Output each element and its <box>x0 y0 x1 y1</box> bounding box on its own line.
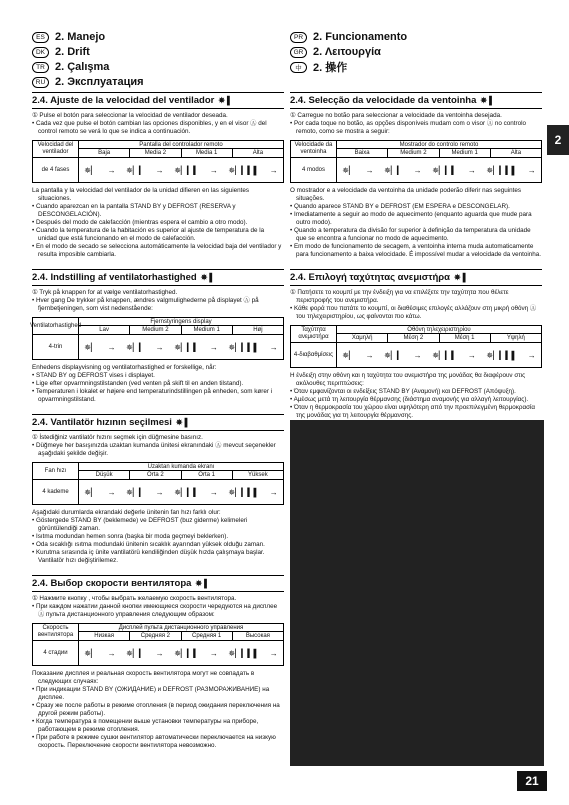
arrow-right-icon: → <box>413 165 422 175</box>
arrow-right-icon: → <box>107 487 116 497</box>
header-right <box>290 30 407 75</box>
table-speed-icons <box>79 480 283 504</box>
note-item: La pantalla y la velocidad del ventilador de la unidad difieren en las siguientes situaciones. <box>32 187 250 202</box>
speed-head: Medium 2 <box>130 326 181 334</box>
fan-speed-icon: ✵▐ <box>195 579 206 588</box>
fan-speed-icon: ✵▏▎▍▌ <box>228 648 260 658</box>
table-speed-heads <box>79 149 283 158</box>
table-right <box>337 141 541 182</box>
intro-item: ① Pulse el botón para seleccionar la velocidad de ventilador deseada. <box>32 112 228 119</box>
header-row <box>290 30 407 44</box>
left-column <box>29 92 284 760</box>
arrow-right-icon: → <box>527 165 536 175</box>
header-row <box>32 30 144 44</box>
black-panel <box>290 420 544 766</box>
lang-badge: TR <box>32 62 49 73</box>
table-display-header: Fjernstyringens display <box>79 318 283 326</box>
fan-speed-table <box>290 325 542 368</box>
arrow-right-icon: → <box>209 165 218 175</box>
fan-speed-table <box>32 623 284 666</box>
fan-speed-icon: ✵▏▎▍▌ <box>228 165 260 175</box>
header-title: 2. 操作 <box>313 62 348 74</box>
speed-head: Μέση 2 <box>388 334 439 342</box>
notes-list <box>290 187 542 259</box>
arrow-right-icon: → <box>527 350 536 360</box>
note-item: • Когда температура в помещении выше установки температуры на приборе, работающем в режиме отопления. <box>32 718 259 733</box>
fan-speed-table <box>32 462 284 505</box>
fan-speed-icon: ✵▐ <box>454 273 465 282</box>
table-speed-heads <box>79 632 283 641</box>
table-display-header: Uzaktan kumanda ekranı <box>79 463 283 471</box>
section-title <box>32 575 284 592</box>
fan-speed-icon: ✵▏▎ <box>126 342 146 352</box>
note-item: • En el modo de secado se selecciona automáticamente la velocidad baja del ventilador y resulta imposible cambiarla. <box>32 243 282 258</box>
header-title: 2. Drift <box>55 46 90 58</box>
section-title <box>32 269 284 286</box>
speed-head: Düşük <box>79 471 130 479</box>
speed-head: Media 2 <box>130 149 181 157</box>
note-item: • Isıtma modundan hemen sonra (başka bir moda geçmeyi beklerken). <box>32 533 229 540</box>
table-speed-heads <box>79 471 283 480</box>
header-row <box>290 60 407 74</box>
speed-head: Μέση 1 <box>440 334 491 342</box>
fan-speed-section <box>29 269 284 404</box>
intro-list <box>32 112 284 136</box>
note-item: • Όταν εμφανίζονται οι ενδείξεις STAND BY (Αναμονή) και DEFROST (Απόψυξη). <box>290 388 516 395</box>
arrow-right-icon: → <box>209 342 218 352</box>
intro-item: • Κάθε φορά που πατάτε το κουμπί, οι διαθέσιμες επιλογές αλλάζουν στη μικρή οθόνη Ⓐ του τηλεχειριστηρίου, ως φαίνονται πιο κάτω. <box>290 305 537 320</box>
note-item: Aşağıdaki durumlarda ekrandaki değerle ünitenin fan hızı farklı olur: <box>32 509 221 516</box>
header-row <box>32 45 144 59</box>
note-item: Enhedens displayvisning og ventilatorhastighed er forskellige, når: <box>32 364 217 371</box>
header-title: 2. Çalışma <box>55 61 110 73</box>
fan-speed-icon: ✵▏ <box>342 165 356 175</box>
table-speed-heads <box>337 334 541 343</box>
fan-speed-icon: ✵▏▎ <box>384 165 404 175</box>
fan-speed-section <box>32 575 284 750</box>
note-item: • Lige efter opvarmningstilstanden (ved venten på skift til en anden tilstand). <box>32 380 244 387</box>
note-item: • Quando a temperatura da divisão for superior à definição da temperatura da unidade que se encontra a funcionar no modo de aquecimento. <box>290 227 531 242</box>
intro-item: ① Tryk på knappen for at vælge ventilatorhastighed. <box>32 289 178 296</box>
intro-item: ① İstediğiniz vantilatör hızını seçmek için düğmesine basınız. <box>32 434 203 441</box>
section-title-text: 2.4. Indstilling af ventilatorhastighed <box>32 272 197 283</box>
speed-head: Medium 2 <box>388 149 439 157</box>
table-left-header: Fan hızı <box>33 463 78 480</box>
fan-speed-icon: ✵▏▎ <box>126 165 146 175</box>
table-speed-heads <box>337 149 541 158</box>
note-item: • Después del modo de calefacción (mientras espera el cambio a otro modo). <box>32 219 248 226</box>
table-speed-icons <box>79 641 283 665</box>
note-item: • Όταν η θερμοκρασία του χώρου είναι υψηλότερη από την προεπιλεγμένη θερμοκρασία της μονάδας για τη λειτουργία θέρμανσης. <box>290 404 536 419</box>
fan-speed-icon: ✵▏▎▍▌ <box>486 165 518 175</box>
arrow-right-icon: → <box>107 165 116 175</box>
note-item: • Cuando la temperatura de la habitación es superior al ajuste de temperatura de la unidad que está funcionando en el modo de calefacción. <box>32 227 265 242</box>
intro-item: ① Carregue no botão para seleccionar a velocidade da ventoinha desejada. <box>290 112 502 119</box>
intro-list <box>32 595 284 619</box>
fan-speed-table <box>32 140 284 183</box>
arrow-right-icon: → <box>269 342 278 352</box>
table-display-header: Pantalla del controlador remoto <box>79 141 283 149</box>
intro-item: ① Нажмите кнопку , чтобы выбрать желаемую скорость вентилятора. <box>32 595 237 602</box>
note-item: • Temperaturen i lokalet er højere end temperaturindstillingen på enheden, som kører i opvarmningstilstand. <box>32 388 273 403</box>
notes-list <box>32 187 284 259</box>
fan-speed-icon: ✵▐ <box>218 96 229 105</box>
header-row <box>290 45 407 59</box>
fan-speed-table <box>290 140 542 183</box>
speed-head: Высокая <box>245 633 270 639</box>
fan-speed-icon: ✵▏▎▍ <box>432 350 458 360</box>
arrow-right-icon: → <box>209 487 218 497</box>
intro-item: • Düğmeye her basışınızda uzaktan kumanda ünitesi ekranındaki Ⓐ mevcut seçenekler aşağıdaki şekilde değişir. <box>32 442 276 457</box>
table-display-header: Дисплей пульта дистанционного управления <box>79 624 283 632</box>
fan-speed-icon: ✵▐ <box>480 96 491 105</box>
note-item: • При индикации STAND BY (ОЖИДАНИЕ) и DEFROST (РАЗМОРАЖИВАНИЕ) на дисплее. <box>32 686 270 701</box>
fan-speed-icon: ✵▏ <box>84 648 98 658</box>
header-title: 2. Manejo <box>55 31 106 43</box>
arrow-right-icon: → <box>155 648 164 658</box>
section-title <box>290 92 542 109</box>
lang-badge: 中 <box>290 62 307 73</box>
intro-list <box>290 112 542 136</box>
table-display-header: Οθόνη τηλεχειριστηρίου <box>337 326 541 334</box>
table-right <box>79 624 283 665</box>
fan-speed-table <box>29 317 284 360</box>
fan-speed-icon: ✵▏ <box>342 350 356 360</box>
section-title-text: 2.4. Ajuste de la velocidad del ventilador <box>32 95 215 106</box>
table-left-value: 4 modos <box>301 167 325 173</box>
intro-item: • При каждом нажатии данной кнопки имеющиеся скорости чередуются на дисплее Ⓐ пульта дистанционного управления следующим образом: <box>32 603 278 618</box>
notes-list <box>32 364 284 404</box>
fan-speed-icon: ✵▏▎▍ <box>174 487 200 497</box>
table-left <box>291 326 337 367</box>
notes-list <box>32 670 284 750</box>
note-item: Η ένδειξη στην οθόνη και η ταχύτητα του ανεμιστήρα της μονάδας θα διαφέρουν στις ακόλουθες περιπτώσεις: <box>290 372 526 387</box>
header-title: 2. Эксплуатация <box>55 76 144 88</box>
table-speed-icons <box>79 158 283 182</box>
table-left <box>33 463 79 504</box>
speed-head: Средняя 1 <box>182 632 233 640</box>
speed-head: Lav <box>79 326 130 334</box>
fan-speed-icon: ✵▏▎▍ <box>174 165 200 175</box>
speed-head: Baixa <box>337 149 388 157</box>
fan-speed-icon: ✵▏▎▍▌ <box>486 350 518 360</box>
right-column <box>290 92 542 446</box>
table-speed-icons <box>337 158 541 182</box>
table-left-value: de 4 fases <box>41 167 70 173</box>
header-title: 2. Funcionamento <box>313 31 408 43</box>
lang-badge: DK <box>32 47 49 58</box>
lang-badge: GR <box>290 47 307 58</box>
speed-head: Medium 1 <box>440 149 491 157</box>
intro-item: • Cada vez que pulse el botón cambian las opciones disponibles, y en el visor Ⓐ del control remoto se verá lo que se indica a continuación. <box>32 120 267 135</box>
arrow-right-icon: → <box>269 165 278 175</box>
arrow-right-icon: → <box>365 350 374 360</box>
speed-head: Χαμηλή <box>337 334 388 342</box>
fan-speed-icon: ✵▏▎▍▌ <box>228 342 260 352</box>
speed-head: Høj <box>253 327 263 333</box>
note-item: • Kurutma sırasında iç ünite vantilatörü kendiliğinden düşük hızda çalışmaya başlar. Vantilatör hızı değiştirilemez. <box>32 549 265 564</box>
table-right <box>79 318 283 359</box>
section-title-text: 2.4. Vantilatör hızının seçilmesi <box>32 417 172 428</box>
intro-list <box>32 434 284 458</box>
note-item: • При работе в режиме сушки вентилятор автоматически переключается на низкую скорость. Переключение скорости вентилятора невозможно. <box>32 734 276 749</box>
arrow-right-icon: → <box>269 648 278 658</box>
fan-speed-icon: ✵▐ <box>175 418 187 427</box>
fan-speed-icon: ✵▏ <box>84 487 98 497</box>
lang-badge: ES <box>32 32 49 43</box>
arrow-right-icon: → <box>467 350 476 360</box>
fan-speed-icon: ✵▏ <box>84 165 98 175</box>
header-row <box>32 75 144 89</box>
fan-speed-icon: ✵▏▎ <box>384 350 404 360</box>
header-title: 2. Λειτουργία <box>313 46 381 58</box>
section-title <box>290 269 542 286</box>
note-item: • Αμέσως μετά τη λειτουργία θέρμανσης (διάστημα αναμονής για αλλαγή λειτουργίας). <box>290 396 529 403</box>
note-item: • Quando aparece STAND BY e DEFROST (EM ESPERA e DESCONGELAR). <box>290 203 510 210</box>
arrow-right-icon: → <box>269 487 278 497</box>
header-left <box>32 30 144 90</box>
notes-list <box>32 509 284 565</box>
arrow-right-icon: → <box>209 648 218 658</box>
fan-speed-section <box>290 92 542 259</box>
speed-head: Baja <box>79 149 130 157</box>
table-left-value: 4 kademe <box>42 489 69 495</box>
speed-head: Orta 2 <box>130 471 181 479</box>
section-title-text: 2.4. Выбор скорости вентилятора <box>32 578 192 589</box>
note-item: • STAND BY og DEFROST vises i displayet. <box>32 372 155 379</box>
header-row <box>32 60 144 74</box>
fan-speed-icon: ✵▏▎▍ <box>174 648 200 658</box>
table-left <box>33 141 79 182</box>
lang-badge: PR <box>290 32 307 43</box>
speed-head: Medium 1 <box>182 326 233 334</box>
table-left-header: Velocidade da ventoinha <box>291 141 336 158</box>
arrow-right-icon: → <box>155 165 164 175</box>
fan-speed-icon: ✵▏▎ <box>126 648 146 658</box>
intro-list <box>290 289 542 321</box>
table-right <box>79 463 283 504</box>
intro-item: ① Πατήσετε το κουμπί με την ένδειξη για να επιλέξετε την ταχύτητα που θέλετε περιστροφής του ανεμιστήρα. <box>290 289 509 304</box>
fan-speed-icon: ✵▏▎▍▌ <box>228 487 260 497</box>
speed-head: Orta 1 <box>182 471 233 479</box>
table-left <box>33 624 79 665</box>
chapter-tab: 2 <box>547 125 569 155</box>
fan-speed-icon: ✵▏▎▍ <box>432 165 458 175</box>
table-left-header: Ταχύτητα ανεμιστήρα <box>291 326 336 343</box>
lang-badge: RU <box>32 77 49 88</box>
speed-head: Media 1 <box>182 149 233 157</box>
arrow-right-icon: → <box>467 165 476 175</box>
table-speed-heads <box>79 326 283 335</box>
speed-head: Alta <box>510 150 522 156</box>
section-title-text: 2.4. Selecção da velocidade da ventoinha <box>290 95 477 106</box>
fan-speed-section <box>32 92 284 259</box>
fan-speed-icon: ✵▏ <box>84 342 98 352</box>
intro-item: • Hver gang De trykker på knappen, ændres valgmulighederne på displayet Ⓐ på fjernbetjeningen, som vist nedenstående: <box>32 297 259 312</box>
section-title <box>32 92 284 109</box>
fan-speed-icon: ✵▏▎ <box>126 487 146 497</box>
table-speed-icons <box>337 343 541 367</box>
page-number: 21 <box>517 771 547 791</box>
fan-speed-icon: ✵▐ <box>200 273 212 282</box>
note-item: Показание дисплея и реальная скорость вентилятора могут не совпадать в следующих случаях: <box>32 670 255 685</box>
note-item: • Oda sıcaklığı ısıtma modundaki ünitenin sıcaklık ayarından yüksek olduğu zaman. <box>32 541 265 548</box>
table-right <box>337 326 541 367</box>
table-left-value: 4-διαβαθμίσεις <box>293 352 334 358</box>
table-left-header: Скорость вентилятора <box>33 624 78 641</box>
section-title-text: 2.4. Επιλογή ταχύτητας ανεμιστήρα <box>290 272 451 283</box>
note-item: • Cuando aparezcan en la pantalla STAND BY y DEFROST (RESERVA y DESCONGELACIÓN). <box>32 203 236 218</box>
speed-head: Yüksek <box>248 472 268 478</box>
speed-head: Низкая <box>79 632 130 640</box>
fan-speed-icon: ✵▏▎▍ <box>174 342 200 352</box>
intro-list <box>32 289 284 313</box>
table-speed-icons <box>79 335 283 359</box>
speed-head: Alta <box>252 150 264 156</box>
intro-item: • Por cada toque no botão, as opções disponíveis mudam com o visor Ⓐ no controlo remoto, como se mostra a seguir: <box>290 120 527 135</box>
table-left-header: Ventilatorhastighed <box>33 318 78 335</box>
speed-head: Υψηλή <box>506 335 525 341</box>
fan-speed-section <box>32 414 284 565</box>
table-left-value: 4-trin <box>48 344 63 350</box>
table-left-header: Velocidad del ventilador <box>33 141 78 158</box>
note-item: • Göstergede STAND BY (beklemede) ve DEFROST (buz giderme) kelimeleri görüntülendiği zaman. <box>32 517 248 532</box>
note-item: • Imediatamente a seguir ao modo de aquecimento (enquanto aguarda que mude para outro modo). <box>290 211 532 226</box>
section-title <box>32 414 284 431</box>
arrow-right-icon: → <box>155 342 164 352</box>
note-item: • Сразу же после работы в режиме отопления (в период ожидания переключения на другой режим работы). <box>32 702 280 717</box>
arrow-right-icon: → <box>365 165 374 175</box>
arrow-right-icon: → <box>155 487 164 497</box>
table-left <box>291 141 337 182</box>
table-display-header: Mostrador do controlo remoto <box>337 141 541 149</box>
table-right <box>79 141 283 182</box>
note-item: • Em modo de funcionamento de secagem, a ventoinha interna muda automaticamente para funcionamento a baixa velocidade. É impossível mudar a velocidade da ventoinha. <box>290 243 542 258</box>
table-left <box>29 318 82 359</box>
speed-head: Средняя 2 <box>130 632 181 640</box>
arrow-right-icon: → <box>107 342 116 352</box>
arrow-right-icon: → <box>107 648 116 658</box>
fan-speed-section <box>290 269 542 436</box>
note-item: O mostrador e a velocidade da ventoinha da unidade poderão diferir nas seguintes situações. <box>290 187 522 202</box>
table-left-value: 4 стадии <box>43 650 68 656</box>
arrow-right-icon: → <box>413 350 422 360</box>
